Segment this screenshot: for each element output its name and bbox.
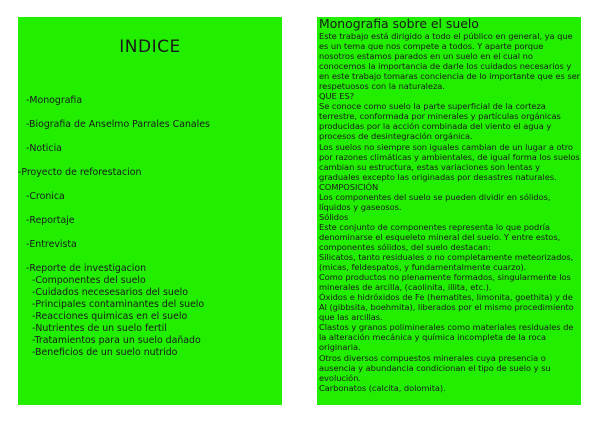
paragraph: Los suelos no siempre son iguales cambian de un lugar a otro por razones climáticas y ambientales, de igual forma los suelos cambian su estructura, estas variaciones son lentas y graduales excepto las originadas por desastres naturales. xyxy=(319,141,580,182)
toc-sub-item: -Tratamientos para un suelo dañado xyxy=(32,335,201,346)
toc-sub-item: -Principales contaminantes del suelo xyxy=(32,299,205,310)
toc-sub-item: -Reacciones quimicas en el suelo xyxy=(32,311,188,322)
paragraph: Este trabajo está dirigido a todo el público en general, ya que es un tema que nos compete a todos. Y aparte porque nosotros estamos parados en un suelo en el cual no conocemos la importancia de darle los cuidados necesarios y en este trabajo tomaras conciencia de lo importante que es ser respetuosos con la naturaleza. xyxy=(319,31,581,92)
paragraph: Clastos y granos poliminerales como materiales residuales de la alteración mecánica y química incompleta de la roca originaria. xyxy=(319,322,574,353)
index-page xyxy=(18,17,282,405)
toc-item: -Biografia de Anselmo Parrales Canales xyxy=(26,119,210,130)
paragraph: Este conjunto de componentes representa lo que podría denominarse el esqueleto mineral del suelo. Y entre estos, componentes sólidos, del suelo destacan: xyxy=(319,221,561,252)
toc-item: -Monografia xyxy=(26,95,83,106)
index-title: INDICE xyxy=(119,37,181,57)
toc-item: -Proyecto de reforestacion xyxy=(18,167,142,178)
toc-item: -Reporte de investigacion xyxy=(26,263,147,274)
table-of-contents xyxy=(18,95,282,359)
section-heading: COMPOSICIÓN xyxy=(319,181,379,192)
paragraph: Carbonatos (calcita, dolomita). xyxy=(319,382,446,393)
toc-sub-item: -Componentes del suelo xyxy=(32,275,146,286)
monograph-title: Monografia sobre el suelo xyxy=(319,17,479,31)
toc-item: -Reportaje xyxy=(26,215,75,226)
toc-item: -Cronica xyxy=(26,191,65,202)
paragraph: Se conoce como suelo la parte superficial de la corteza terrestre, conformada por minerales y partículas orgánicas producidas por la acción combinada del viento el agua y procesos de desintegración orgánica. xyxy=(319,101,561,142)
monograph-body xyxy=(319,31,581,393)
section-heading: QUE ES? xyxy=(319,91,355,102)
section-heading: Sólidos xyxy=(319,211,349,222)
monograph-page xyxy=(317,17,581,405)
paragraph: Silicatos, tanto residuales o no completamente meteorizados, (micas, feldespatos, y fundamentalmente cuarzo). xyxy=(319,252,574,273)
toc-item: -Noticia xyxy=(26,143,62,154)
toc-sub-item: -Nutrientes de un suelo fertil xyxy=(32,323,167,334)
paragraph: Óxidos e hidróxidos de Fe (hematites, limonita, goethita) y de Al (gibbsita, boehmita), liberados por el mismo procedimiento que las arcillas. xyxy=(319,292,574,323)
paragraph: Los componentes del suelo se pueden dividir en sólidos, líquidos y gaseosos. xyxy=(319,191,551,212)
toc-item: -Entrevista xyxy=(26,239,77,250)
paragraph: Otros diversos compuestos minerales cuya presencia o ausencia y abundancia condicionan el tipo de suelo y su evolución. xyxy=(319,352,551,383)
toc-sub-item: -Cuidados necesesarios del suelo xyxy=(32,287,188,298)
paragraph: Como productos no plenamente formados, singularmente los minerales de arcilla, (caolinita, illita, etc.). xyxy=(319,272,571,293)
toc-sub-item: -Beneficios de un suelo nutrido xyxy=(32,347,178,358)
